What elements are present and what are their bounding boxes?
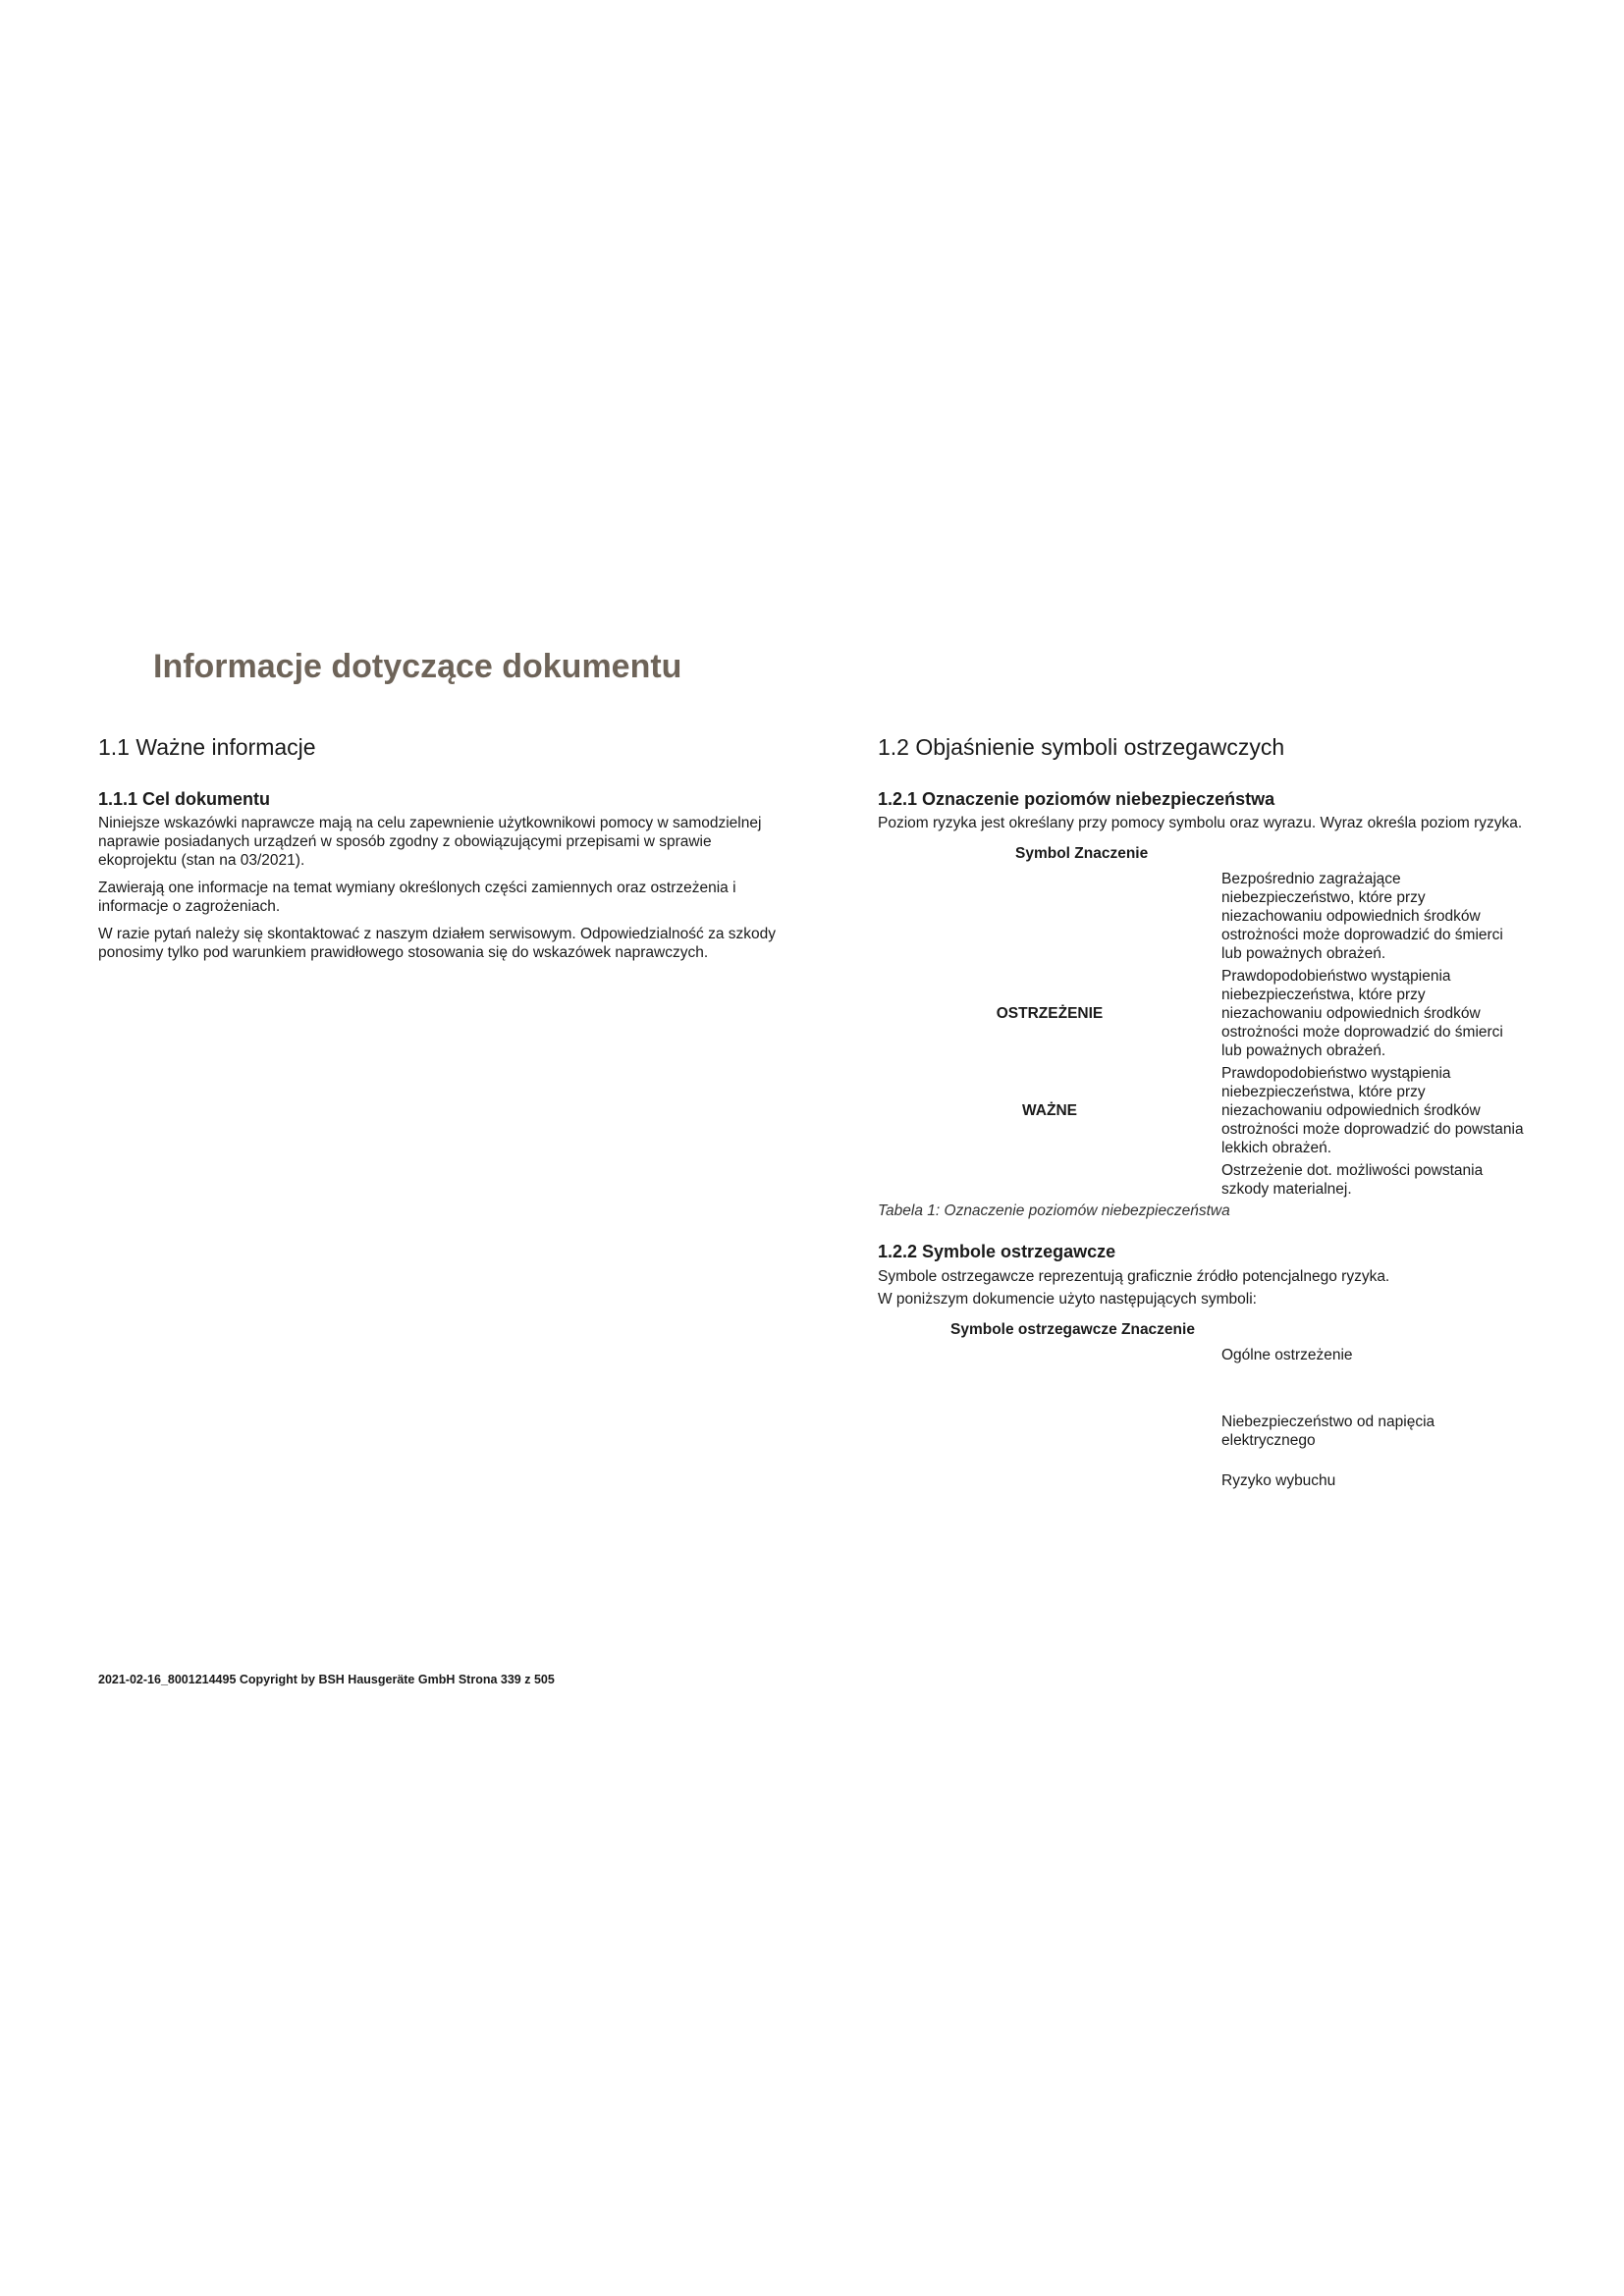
table-row: [878, 967, 1526, 1060]
table-cell-symbol: WAŻNE: [1022, 1102, 1077, 1120]
table-header: Symbol Znaczenie: [1015, 845, 1149, 863]
paragraph-danger-levels-intro: Poziom ryzyka jest określany przy pomocy symbolu oraz wyrazu. Wyraz określa poziom ryzyka.: [878, 815, 1523, 832]
warning-symbols-table: [878, 1320, 1526, 1490]
table-row: [878, 870, 1526, 963]
paragraph-warning-symbols-2: W poniższym dokumencie użyto następujących symboli:: [878, 1290, 1257, 1308]
table-cell-meaning: Ostrzeżenie dot. możliwości powstania szkody materialnej.: [1221, 1162, 1484, 1199]
subsection-title-danger-levels: 1.2.1 Oznaczenie poziomów niebezpieczeństwa: [878, 788, 1275, 809]
paragraph-contents: Zawierają one informacje na temat wymiany określonych części zamiennych oraz ostrzeżenia i informacje o zagrożeniach.: [98, 880, 736, 916]
table-cell-symbol: [878, 1161, 1221, 1199]
table-cell-meaning: Niebezpieczeństwo od napięcia elektrycznego: [1221, 1413, 1435, 1449]
table-cell-symbol: [878, 1346, 1221, 1405]
paragraph-contact: W razie pytań należy się skontaktować z naszym działem serwisowym. Odpowiedzialność za szkody ponosimy tylko pod warunkiem prawidłowego stosowania się do wskazówek naprawczych.: [98, 926, 777, 962]
table-row: [878, 1161, 1526, 1199]
table-cell-symbol: [878, 1413, 1221, 1456]
danger-levels-table: [878, 844, 1526, 1199]
table-row: [878, 1346, 1526, 1405]
table-cell-meaning: Prawdopodobieństwo wystąpienia niebezpieczeństwa, które przy niezachowaniu odpowiednich środków ostrożności może doprowadzić do śmierci lub poważnych obrażeń.: [1221, 968, 1503, 1060]
section-title-warning-symbols: 1.2 Objaśnienie symboli ostrzegawczych: [878, 734, 1285, 760]
right-column: [878, 734, 1526, 1494]
page-footer: 2021-02-16_8001214495 Copyright by BSH Hausgeräte GmbH Strona 339 z 505: [98, 1673, 555, 1686]
table-cell-symbol: [878, 1471, 1221, 1490]
table-row: [878, 1413, 1526, 1456]
table-cell-symbol: [878, 870, 1221, 963]
table-header: Symbole ostrzegawcze Znaczenie: [950, 1320, 1195, 1338]
section-title-important-info: 1.1 Ważne informacje: [98, 734, 316, 760]
table-row: [878, 1471, 1526, 1490]
table-row: [878, 1064, 1526, 1157]
page-title: Informacje dotyczące dokumentu: [153, 648, 682, 685]
left-column: [98, 734, 776, 971]
paragraph-purpose: Niniejsze wskazówki naprawcze mają na celu zapewnienie użytkownikowi pomocy w samodzielnej naprawie posiadanych urządzeń w sposób zgodny z obowiązującymi przepisami w sprawie ekoprojektu (stan na 03/2021).: [98, 815, 762, 870]
paragraph-warning-symbols-1: Symbole ostrzegawcze reprezentują graficznie źródło potencjalnego ryzyka.: [878, 1267, 1390, 1285]
table-cell-meaning: Bezpośrednio zagrażające niebezpieczeństwo, które przy niezachowaniu odpowiednich środków ostrożności może doprowadzić do śmierci lub poważnych obrażeń.: [1221, 871, 1503, 963]
table-cell-symbol: OSTRZEŻENIE: [996, 1005, 1104, 1023]
subsection-title-warning-symbols: 1.2.2 Symbole ostrzegawcze: [878, 1242, 1116, 1262]
table-cell-meaning: Prawdopodobieństwo wystąpienia niebezpieczeństwa, które przy niezachowaniu odpowiednich środków ostrożności może doprowadzić do powstania lekkich obrażeń.: [1221, 1065, 1524, 1157]
subsection-title-document-purpose: 1.1.1 Cel dokumentu: [98, 788, 271, 809]
table-cell-meaning: Ryzyko wybuchu: [1221, 1471, 1336, 1489]
table-caption: Tabela 1: Oznaczenie poziomów niebezpieczeństwa: [878, 1202, 1230, 1220]
table-cell-meaning: Ogólne ostrzeżenie: [1221, 1346, 1353, 1363]
